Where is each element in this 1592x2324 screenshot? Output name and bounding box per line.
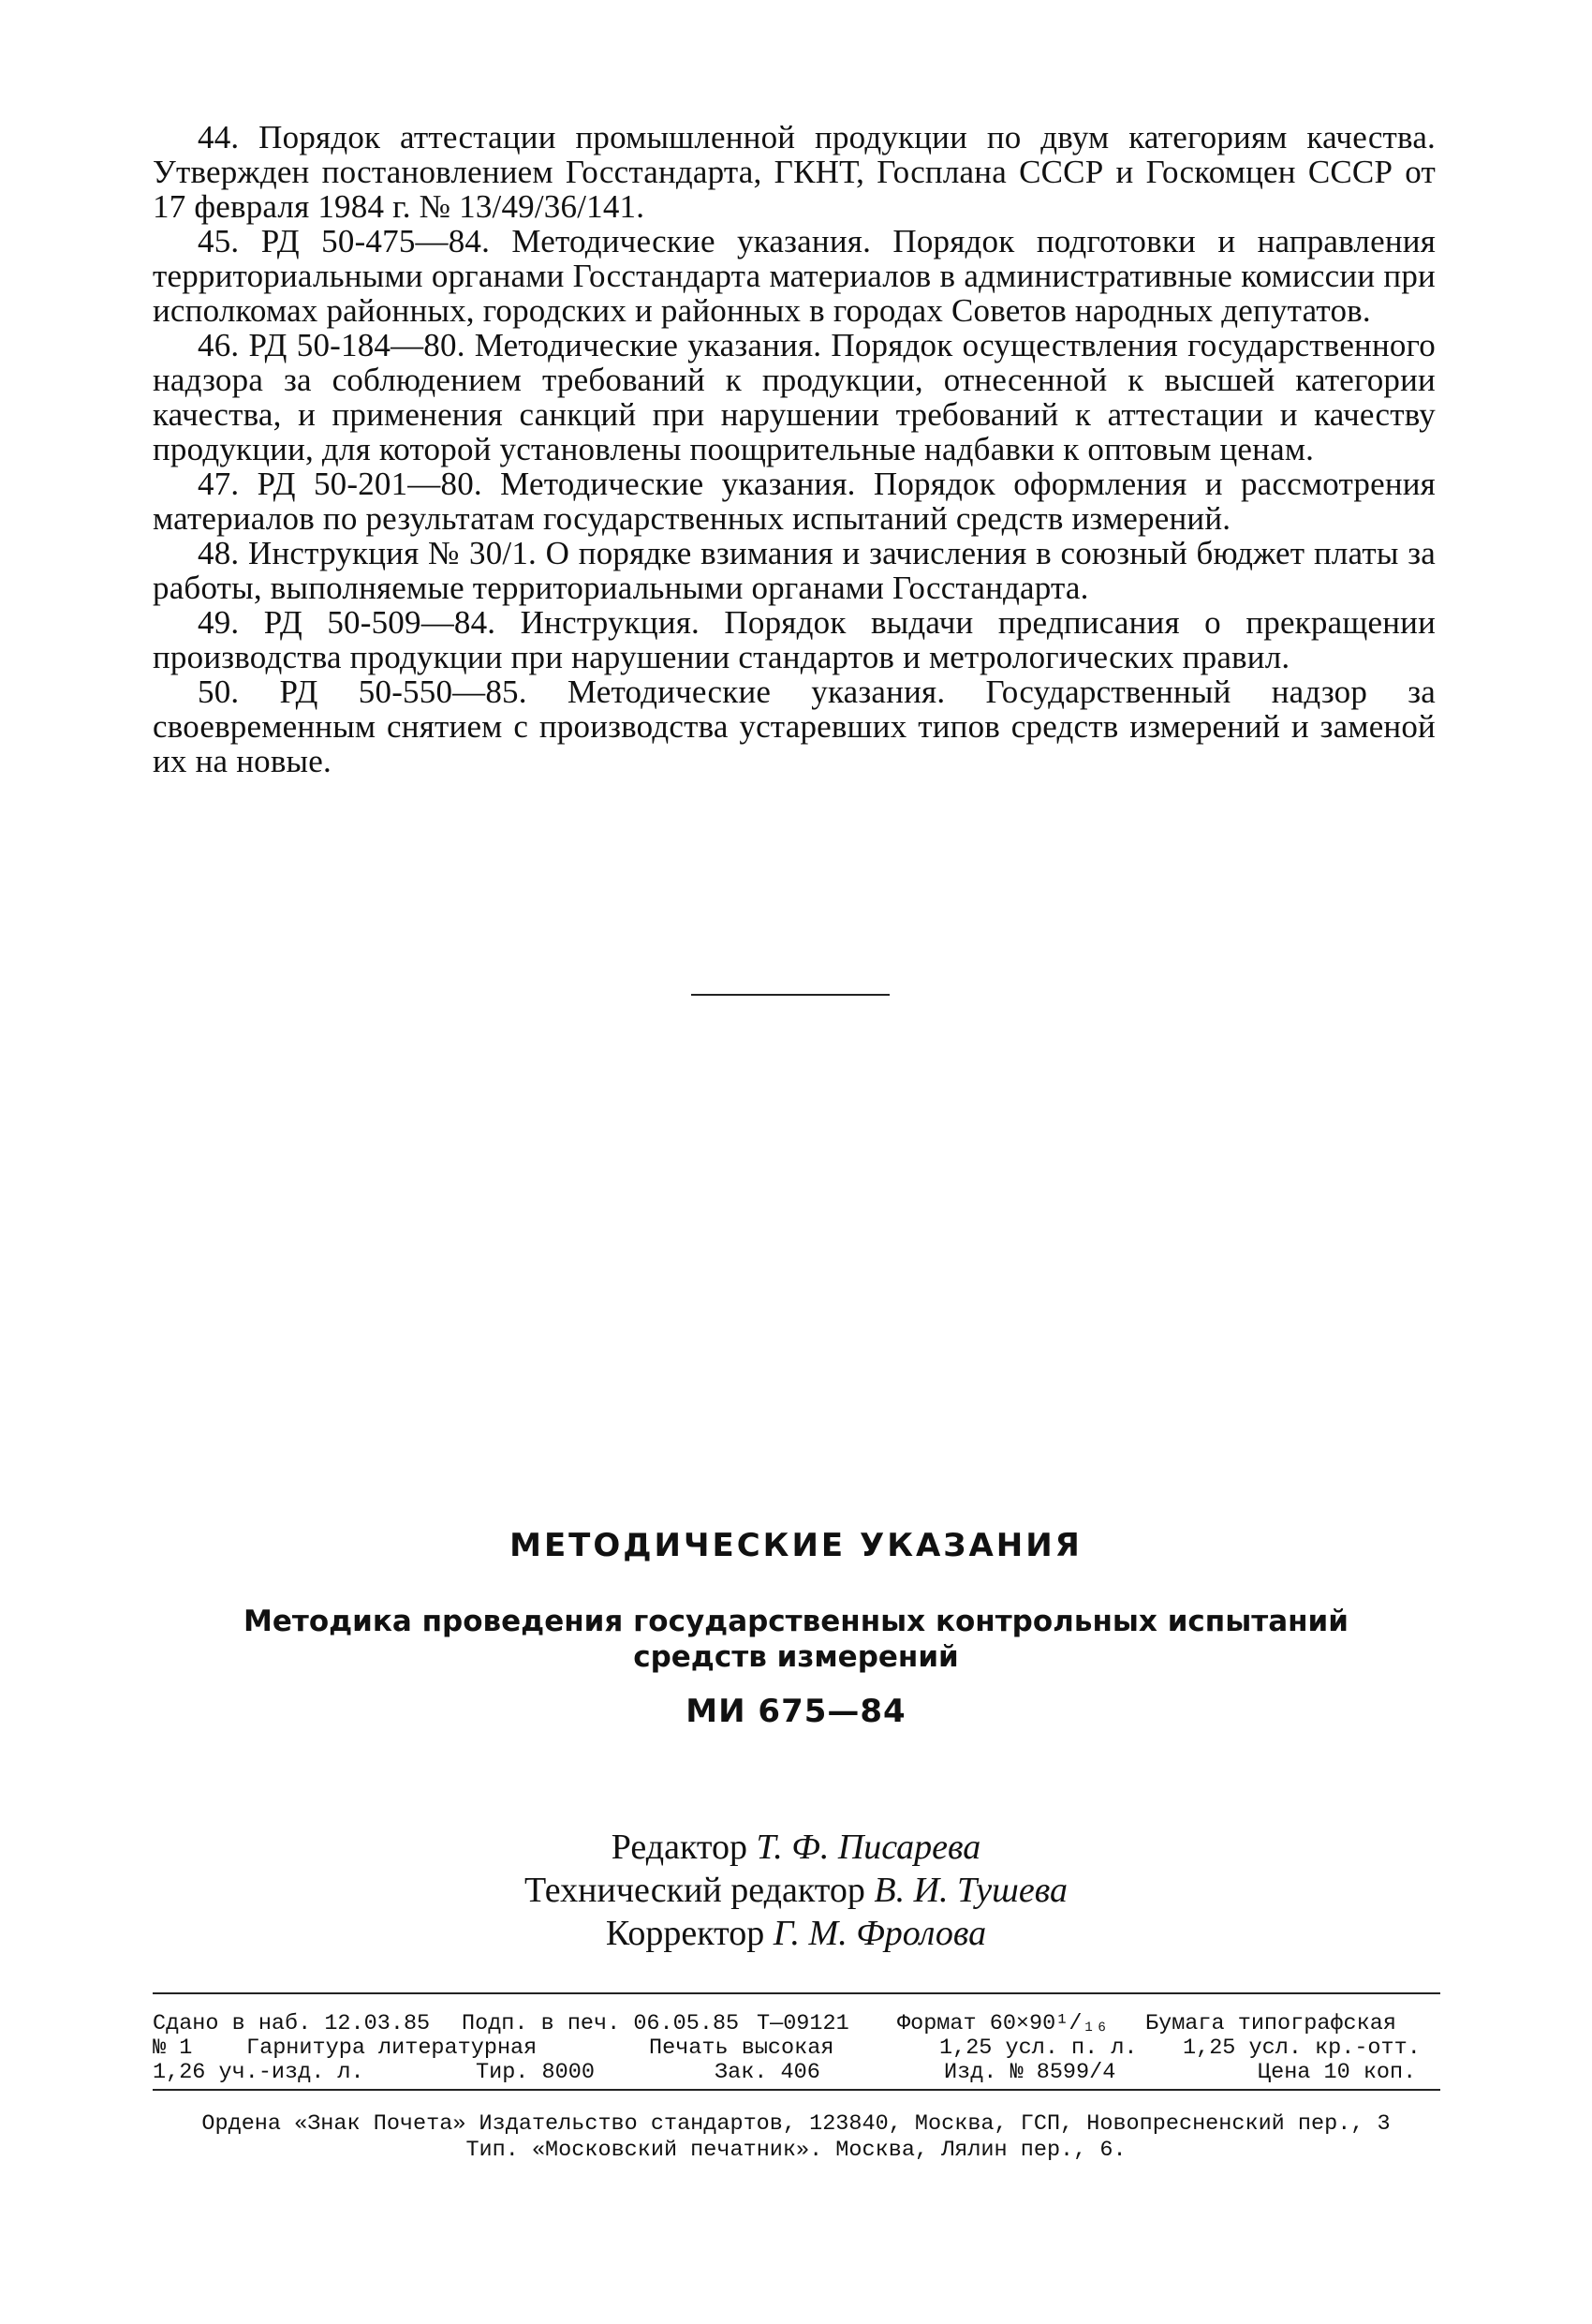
reference-item-46: 46. РД 50-184—80. Методические указания. Порядок осуществления государственного надзора за соблюдением требований к продукции, отнесенной к высшей категории качества, и применения санкций при нарушении требований к аттестации и качеству продукции, для которой установлены поощрительные надбавки к оптовым ценам.: [153, 327, 1436, 467]
imprint-cell: Изд. № 8599/4: [944, 2060, 1116, 2085]
reference-item-45: 45. РД 50-475—84. Методические указания. Порядок подготовки и направления территориальными органами Госстандарта материалов в административные комиссии при исполкомах районных, городских и районных в городах Советов народных депутатов.: [153, 223, 1436, 329]
imprint-row-3: [153, 2060, 1440, 2084]
document-title-line-1: Методика проведения государственных контрольных испытаний: [243, 1605, 1349, 1638]
document-title: [0, 1604, 1592, 1675]
imprint-cell: 1,25 усл. кр.-отт.: [1183, 2035, 1421, 2061]
reference-item-44: 44. Порядок аттестации промышленной продукции по двум категориям качества. Утвержден постановлением Госстандарта, ГКНТ, Госплана СССР и Госкомцен СССР от 17 февраля 1984 г. № 13/49/36/141.: [153, 119, 1436, 225]
document-type-heading: МЕТОДИЧЕСКИЕ УКАЗАНИЯ: [509, 1527, 1083, 1564]
editor-name: Т. Ф. Писарева: [756, 1828, 981, 1867]
imprint-cell: Тир. 8000: [476, 2060, 595, 2085]
imprint-cell: Т—09121: [757, 2011, 849, 2036]
imprint-bottom-rule: [153, 2089, 1440, 2091]
document-code: МИ 675—84: [685, 1693, 907, 1730]
imprint-cell: 1,26 уч.-изд. л.: [153, 2060, 364, 2085]
imprint-cell: № 1: [153, 2035, 193, 2061]
corrector-role: Корректор: [605, 1914, 765, 1953]
imprint-block: [153, 2011, 1440, 2084]
corrector-name: Г. М. Фролова: [773, 1914, 987, 1953]
document-title-line-2: средств измерений: [633, 1640, 959, 1674]
imprint-cell: Гарнитура литературная: [246, 2035, 538, 2061]
reference-item-50: 50. РД 50-550—85. Методические указания. Государственный надзор за своевременным снятием с производства устаревших типов средств измерений и заменой их на новые.: [153, 674, 1436, 779]
printer-line: Тип. «Московский печатник». Москва, Лялин пер., 6.: [465, 2138, 1127, 2163]
tech-editor-line: [0, 1870, 1592, 1911]
imprint-cell: Зак. 406: [715, 2060, 820, 2085]
imprint-row-1: [153, 2011, 1440, 2035]
tech-editor-role: Технический редактор: [524, 1871, 865, 1910]
reference-item-49: 49. РД 50-509—84. Инструкция. Порядок выдачи предписания о прекращении производства продукции при нарушении стандартов и метрологических правил.: [153, 604, 1436, 675]
imprint-cell: Бумага типографская: [1145, 2011, 1396, 2036]
section-divider: [691, 994, 890, 996]
publisher-footer: [0, 2111, 1592, 2164]
publisher-line: Ордена «Знак Почета» Издательство стандартов, 123840, Москва, ГСП, Новопресненский пер., 3: [201, 2111, 1391, 2137]
imprint-cell: 1,25 усл. п. л.: [939, 2035, 1138, 2061]
reference-item-47: 47. РД 50-201—80. Методические указания. Порядок оформления и рассмотрения материалов по результатам государственных испытаний средств измерений.: [153, 466, 1436, 537]
imprint-cell: Сдано в наб. 12.03.85: [153, 2011, 431, 2036]
reference-list: [153, 120, 1436, 778]
imprint-top-rule: [153, 1992, 1440, 1994]
corrector-line: [0, 1913, 1592, 1954]
editor-role: Редактор: [611, 1828, 748, 1867]
imprint-row-2: [153, 2035, 1440, 2060]
reference-item-48: 48. Инструкция № 30/1. О порядке взимания и зачисления в союзный бюджет платы за работы, выполняемые территориальными органами Госстандарта.: [153, 535, 1436, 606]
imprint-cell: Подп. в печ. 06.05.85: [462, 2011, 740, 2036]
imprint-cell: Цена 10 коп.: [1258, 2060, 1417, 2085]
tech-editor-name: В. И. Тушева: [874, 1871, 1068, 1910]
editor-line: [0, 1827, 1592, 1868]
imprint-cell: Формат 60×90¹/₁₆: [897, 2011, 1109, 2036]
imprint-cell: Печать высокая: [649, 2035, 834, 2061]
